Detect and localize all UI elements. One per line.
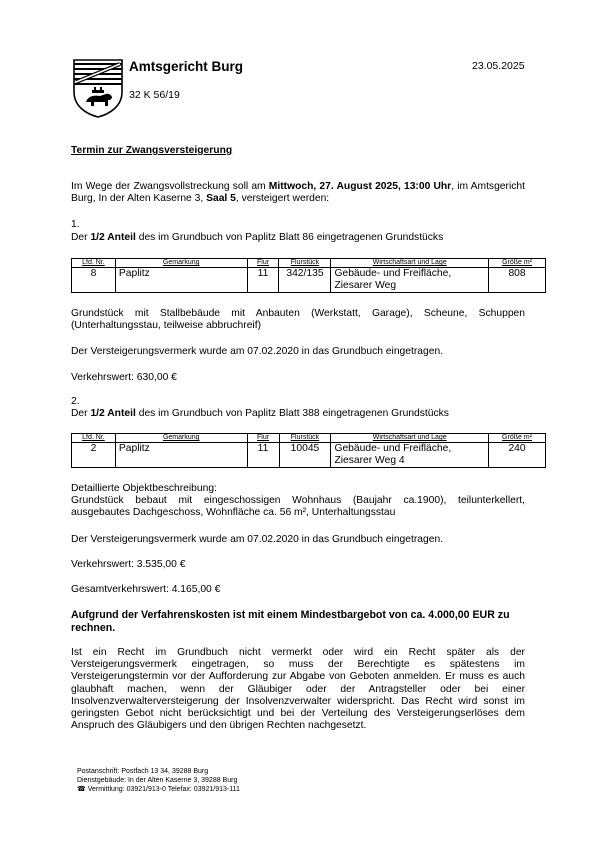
cell-lfd: 2 — [72, 443, 116, 468]
col-header-flur: Flur — [247, 259, 279, 268]
item-2-description-label: Detaillierte Objektbeschreibung: — [71, 483, 217, 494]
document-date: 23.05.2025 — [472, 60, 525, 72]
item-2-title: Der 1/2 Anteil des im Grundbuch von Paplitz Blatt 388 eingetragenen Grundstücks — [71, 408, 449, 419]
col-header-lfd: Lfd. Nr. — [72, 259, 116, 268]
cell-flur: 11 — [247, 268, 279, 293]
col-header-gemarkung: Gemarkung — [115, 259, 247, 268]
cell-groesse: 808 — [489, 268, 546, 293]
item-2-vermerk: Der Versteigerungsvermerk wurde am 07.02.2020 in das Grundbuch eingetragen. — [71, 534, 444, 545]
item-1-title: Der 1/2 Anteil des im Grundbuch von Paplitz Blatt 86 eingetragenen Grundstücks — [71, 232, 444, 243]
cell-flurstueck: 10045 — [279, 443, 331, 468]
cell-flurstueck: 342/135 — [279, 268, 331, 293]
item-number-1: 1. — [71, 219, 80, 230]
table-row — [72, 443, 546, 468]
col-header-flurstueck: Flurstück — [279, 259, 331, 268]
intro-paragraph: Im Wege der Zwangsvollstreckung soll am Mittwoch, 27. August 2025, 13:00 Uhr, im Amtsgericht Burg, In der Alten Kaserne 3, Saal 5, versteigert werden: — [71, 181, 525, 205]
table-row — [72, 268, 546, 293]
page-title: Termin zur Zwangsversteigerung — [71, 145, 233, 156]
cell-groesse: 240 — [489, 443, 546, 468]
total-value: Gesamtverkehrswert: 4.165,00 € — [71, 584, 221, 595]
col-header-flurstueck: Flurstück — [279, 434, 331, 443]
item-1-description: Grundstück mit Stallbebäude mit Anbauten (Werkstatt, Garage), Scheune, Schuppen (Unterhaltungsstau, teilweise abbruchreif) — [71, 308, 525, 332]
cell-flur: 11 — [247, 443, 279, 468]
parcel-table-2 — [71, 433, 546, 468]
footer-postal: Postanschrift: Postfach 13 34, 39288 Burg — [77, 768, 209, 775]
col-header-lage: Wirtschaftsart und Lage — [331, 434, 489, 443]
col-header-groesse: Größe m² — [489, 434, 546, 443]
cell-lage: Gebäude- und Freifläche, Ziesarer Weg — [331, 268, 489, 293]
legal-notice: Ist ein Recht im Grundbuch nicht vermerkt oder wird ein Recht später als der Versteigerungsvermerk eingetragen, so muss der Berechtigte es spätestens im Versteigerungstermin vor der Aufforderung zur Abgabe von Geboten anmelden. Er muss es auch glaubhaft machen, wenn der Gläubiger oder der Antragsteller oder bei einer Insolvenzverwalterversteigerung der Insolvenzverwalter widerspricht. Das Recht wird sonst im geringsten Gebot nicht berücksichtigt und bei der Verteilung des Versteigerungserlöses dem Anspruch des Gläubigers und den übrigen Rechten nachgesetzt. — [71, 647, 525, 732]
item-2-description: Grundstück bebaut mit eingeschossigen Wohnhaus (Baujahr ca.1900), teilunterkellert, ausgebautes Dachgeschoss, Wohnfläche ca. 56 m², Unterhaltungsstau — [71, 495, 525, 519]
col-header-flur: Flur — [247, 434, 279, 443]
item-2-value: Verkehrswert: 3.535,00 € — [71, 559, 186, 570]
court-name: Amtsgericht Burg — [129, 59, 244, 74]
parcel-table-1 — [71, 258, 546, 293]
item-1-vermerk: Der Versteigerungsvermerk wurde am 07.02.2020 in das Grundbuch eingetragen. — [71, 346, 444, 357]
col-header-lfd: Lfd. Nr. — [72, 434, 116, 443]
min-bid-notice: Aufgrund der Verfahrenskosten ist mit einem Mindestbargebot von ca. 4.000,00 EUR zu rechnen. — [71, 609, 510, 634]
col-header-lage: Wirtschaftsart und Lage — [331, 259, 489, 268]
item-1-value: Verkehrswert: 630,00 € — [71, 372, 177, 383]
cell-lfd: 8 — [72, 268, 116, 293]
item-number-2: 2. — [71, 396, 80, 407]
court-crest-icon — [72, 58, 124, 118]
footer-office: Dienstgebäude: In der Alten Kaserne 3, 39288 Burg — [77, 777, 238, 784]
cell-gemarkung: Paplitz — [115, 443, 247, 468]
footer-phone-line — [77, 785, 240, 795]
case-number: 32 K 56/19 — [129, 89, 180, 101]
col-header-groesse: Größe m² — [489, 259, 546, 268]
footer-phone: Vermittlung: 03921/913-0 Telefax: 03921/913-111 — [87, 786, 240, 793]
col-header-gemarkung: Gemarkung — [115, 434, 247, 443]
telephone-icon: ☎ — [77, 786, 86, 793]
cell-lage: Gebäude- und Freifläche, Ziesarer Weg 4 — [331, 443, 489, 468]
cell-gemarkung: Paplitz — [115, 268, 247, 293]
